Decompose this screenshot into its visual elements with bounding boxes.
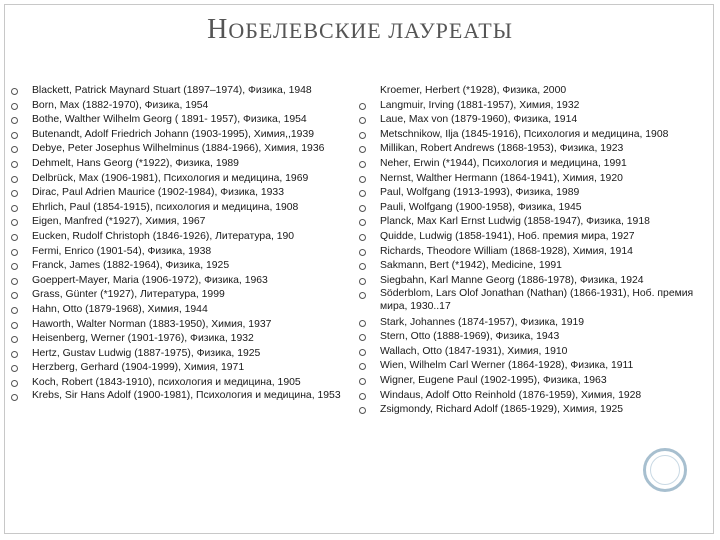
left-column-list bbox=[10, 84, 360, 407]
slide-title bbox=[0, 14, 720, 46]
bullet-icon bbox=[11, 234, 18, 241]
bullet-icon bbox=[359, 393, 366, 400]
bullet-icon bbox=[11, 88, 18, 95]
list-item: Paul, Wolfgang (1913-1993), Физика, 1989 bbox=[358, 186, 710, 201]
bullet-icon bbox=[359, 249, 366, 256]
list-item: Heisenberg, Werner (1901-1976), Физика, 1932 bbox=[10, 332, 360, 347]
bullet-icon bbox=[11, 336, 18, 343]
bullet-icon bbox=[11, 278, 18, 285]
list-item: Laue, Max von (1879-1960), Физика, 1914 bbox=[358, 113, 710, 128]
list-item: Born, Max (1882-1970), Физика, 1954 bbox=[10, 99, 360, 114]
bullet-icon bbox=[359, 176, 366, 183]
decorative-circle-icon bbox=[643, 448, 687, 492]
bullet-icon bbox=[11, 249, 18, 256]
list-item: Nernst, Walther Hermann (1864-1941), Химия, 1920 bbox=[358, 172, 710, 187]
list-item: Söderblom, Lars Olof Jonathan (Nathan) (1866-1931), Ноб. премия мира, 1930..17 bbox=[358, 288, 710, 314]
bullet-icon bbox=[11, 132, 18, 139]
list-item: Delbrück, Max (1906-1981), Психология и медицина, 1969 bbox=[10, 172, 360, 187]
list-item: Millikan, Robert Andrews (1868-1953), Физика, 1923 bbox=[358, 142, 710, 157]
list-item: Hahn, Otto (1879-1968), Химия, 1944 bbox=[10, 303, 360, 318]
list-item: Goeppert-Mayer, Maria (1906-1972), Физика, 1963 bbox=[10, 274, 360, 289]
bullet-icon bbox=[359, 349, 366, 356]
bullet-icon bbox=[359, 278, 366, 285]
list-item: Bothe, Walther Wilhelm Georg ( 1891- 1957), Физика, 1954 bbox=[10, 113, 360, 128]
bullet-icon bbox=[359, 161, 366, 168]
list-item: Debye, Peter Josephus Wilhelminus (1884-1966), Химия, 1936 bbox=[10, 142, 360, 157]
bullet-icon bbox=[359, 117, 366, 124]
list-item: Koch, Robert (1843-1910), психология и медицина, 1905 bbox=[10, 376, 360, 391]
bullet-icon bbox=[11, 205, 18, 212]
list-item: Stern, Otto (1888-1969), Физика, 1943 bbox=[358, 330, 710, 345]
bullet-icon bbox=[11, 351, 18, 358]
list-item: Herzberg, Gerhard (1904-1999), Химия, 1971 bbox=[10, 361, 360, 376]
bullet-icon bbox=[11, 365, 18, 372]
list-item: Metschnikow, Ilja (1845-1916), Психология и медицина, 1908 bbox=[358, 128, 710, 143]
list-item: Haworth, Walter Norman (1883-1950), Химия, 1937 bbox=[10, 318, 360, 333]
list-item: Wallach, Otto (1847-1931), Химия, 1910 bbox=[358, 345, 710, 360]
list-item: Stark, Johannes (1874-1957), Физика, 1919 bbox=[358, 316, 710, 331]
bullet-icon bbox=[11, 263, 18, 270]
bullet-icon bbox=[359, 320, 366, 327]
right-column-list bbox=[358, 84, 710, 418]
list-item: Wien, Wilhelm Carl Werner (1864-1928), Физика, 1911 bbox=[358, 359, 710, 374]
list-item: Blackett, Patrick Maynard Stuart (1897–1974), Физика, 1948 bbox=[10, 84, 360, 99]
list-item: Hertz, Gustav Ludwig (1887-1975), Физика, 1925 bbox=[10, 347, 360, 362]
bullet-icon bbox=[359, 407, 366, 414]
bullet-icon bbox=[11, 292, 18, 299]
list-item: Ehrlich, Paul (1854-1915), психология и медицина, 1908 bbox=[10, 201, 360, 216]
bullet-icon bbox=[11, 307, 18, 314]
bullet-icon bbox=[11, 219, 18, 226]
list-item: Fermi, Enrico (1901-54), Физика, 1938 bbox=[10, 245, 360, 260]
list-item: Quidde, Ludwig (1858-1941), Ноб. премия мира, 1927 bbox=[358, 230, 710, 245]
bullet-icon bbox=[11, 380, 18, 387]
bullet-icon bbox=[359, 146, 366, 153]
bullet-icon bbox=[11, 176, 18, 183]
list-item: Wigner, Eugene Paul (1902-1995), Физика, 1963 bbox=[358, 374, 710, 389]
bullet-icon bbox=[359, 190, 366, 197]
list-item: Windaus, Adolf Otto Reinhold (1876-1959), Химия, 1928 bbox=[358, 389, 710, 404]
bullet-icon bbox=[359, 378, 366, 385]
list-item: Langmuir, Irving (1881-1957), Химия, 1932 bbox=[358, 99, 710, 114]
list-item: Sakmann, Bert (*1942), Medicine, 1991 bbox=[358, 259, 710, 274]
bullet-icon bbox=[11, 190, 18, 197]
bullet-icon bbox=[359, 363, 366, 370]
bullet-icon bbox=[11, 146, 18, 153]
list-item: Krebs, Sir Hans Adolf (1900-1981), Психология и медицина, 1953 bbox=[10, 390, 360, 405]
bullet-icon bbox=[359, 334, 366, 341]
title-first-letter: Н bbox=[207, 14, 229, 45]
list-item: Eucken, Rudolf Christoph (1846-1926), Литература, 190 bbox=[10, 230, 360, 245]
bullet-icon bbox=[11, 394, 18, 401]
list-item: Planck, Max Karl Ernst Ludwig (1858-1947), Физика, 1918 bbox=[358, 215, 710, 230]
list-item: Dehmelt, Hans Georg (*1922), Физика, 1989 bbox=[10, 157, 360, 172]
list-item: Eigen, Manfred (*1927), Химия, 1967 bbox=[10, 215, 360, 230]
list-item: Butenandt, Adolf Friedrich Johann (1903-1995), Химия,,1939 bbox=[10, 128, 360, 143]
list-item: Zsigmondy, Richard Adolf (1865-1929), Химия, 1925 bbox=[358, 403, 710, 418]
bullet-icon bbox=[11, 117, 18, 124]
list-item: Dirac, Paul Adrien Maurice (1902-1984), Физика, 1933 bbox=[10, 186, 360, 201]
title-rest: ОБЕЛЕВСКИЕ ЛАУРЕАТЫ bbox=[228, 18, 513, 43]
list-item: Richards, Theodore William (1868-1928), Химия, 1914 bbox=[358, 245, 710, 260]
bullet-icon bbox=[359, 205, 366, 212]
bullet-icon bbox=[359, 219, 366, 226]
bullet-icon bbox=[359, 292, 366, 299]
bullet-icon bbox=[359, 234, 366, 241]
bullet-icon bbox=[11, 322, 18, 329]
list-item: Kroemer, Herbert (*1928), Физика, 2000 bbox=[380, 85, 567, 96]
list-item: Grass, Günter (*1927), Литература, 1999 bbox=[10, 288, 360, 303]
bullet-icon bbox=[11, 103, 18, 110]
bullet-icon bbox=[359, 132, 366, 139]
list-item: Siegbahn, Karl Manne Georg (1886-1978), Физика, 1924 bbox=[358, 274, 710, 289]
list-item: Franck, James (1882-1964), Физика, 1925 bbox=[10, 259, 360, 274]
bullet-icon bbox=[359, 263, 366, 270]
bullet-icon bbox=[11, 161, 18, 168]
list-item: Neher, Erwin (*1944), Психология и медицина, 1991 bbox=[358, 157, 710, 172]
list-item: Pauli, Wolfgang (1900-1958), Физика, 1945 bbox=[358, 201, 710, 216]
bullet-icon bbox=[359, 103, 366, 110]
